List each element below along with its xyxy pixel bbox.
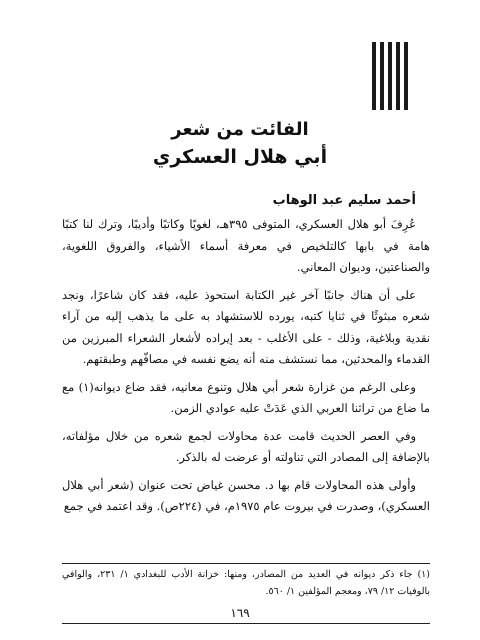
author-name: أحمد سليم عبد الوهاب	[272, 193, 416, 208]
ornament-bars	[372, 42, 410, 110]
page-bottom-rule	[62, 623, 430, 624]
page-number: ١٦٩	[230, 606, 250, 620]
paragraph: وفي العصر الحديث قامت عدة محاولات لجمع شعره من خلال مؤلفاته، بالإضافة إلى المصادر التي تناولته أو عرضت له بالذكر.	[62, 428, 430, 464]
chapter-subtitle: أبي هلال العسكري	[152, 146, 328, 168]
body-text	[62, 214, 430, 524]
paragraph: وعلى الرغم من غزارة شعر أبي هلال وتنوع معانيه، فقد ضاع ديوانه(١) مع ما ضاع من تراثنا العربي الذي عَدَتْ عليه عوادي الزمن.	[62, 379, 430, 415]
footnote-divider	[62, 563, 430, 564]
footnote: (١) جاء ذكر ديوانه في العديد من المصادر، ومنها: خزانة الأدب للبغدادي ١/ ٢٣١، والوافي بالوفيات ١٢/ ٧٩، ومعجم المؤلفين ١/ ٥٦٠.	[62, 569, 430, 597]
paragraph: على أن هناك جانبًا آخر غير الكتابة استحوذ عليه، فقد كان شاعرًا، ونجد شعره مبثوثًا في ثنايا كتبه، يورده للاستشهاد به على ما يذهب إليه من آراء نقدية وبلاغية، وذلك - على الأغلب - بعد إيراده لأشعار الشعراء المبرزين من القدماء والمحدثين، مما نستشف منه أنه يضع نفسه في مصافّهم وطبقتهم.	[62, 287, 430, 366]
chapter-title: الفائت من شعر	[171, 119, 309, 140]
paragraph: عُرِفَ أبو هلال العسكري، المتوفى ٣٩٥هـ، لغويًا وكاتبًا وأديبًا، وترك لنا كتبًا هامة في بابها كالتلخيص في معرفة أسماء الأشياء، والفروق اللغوية، والصناعتين، وديوان المعاني.	[62, 217, 430, 274]
paragraph: وأولى هذه المحاولات قام بها د. محسن غياض تحت عنوان (شعر أبي هلال العسكري)، وصدرت في بيروت عام ١٩٧٥م، في (٢٢٤ص). وقد اعتمد في جمع	[62, 477, 430, 513]
